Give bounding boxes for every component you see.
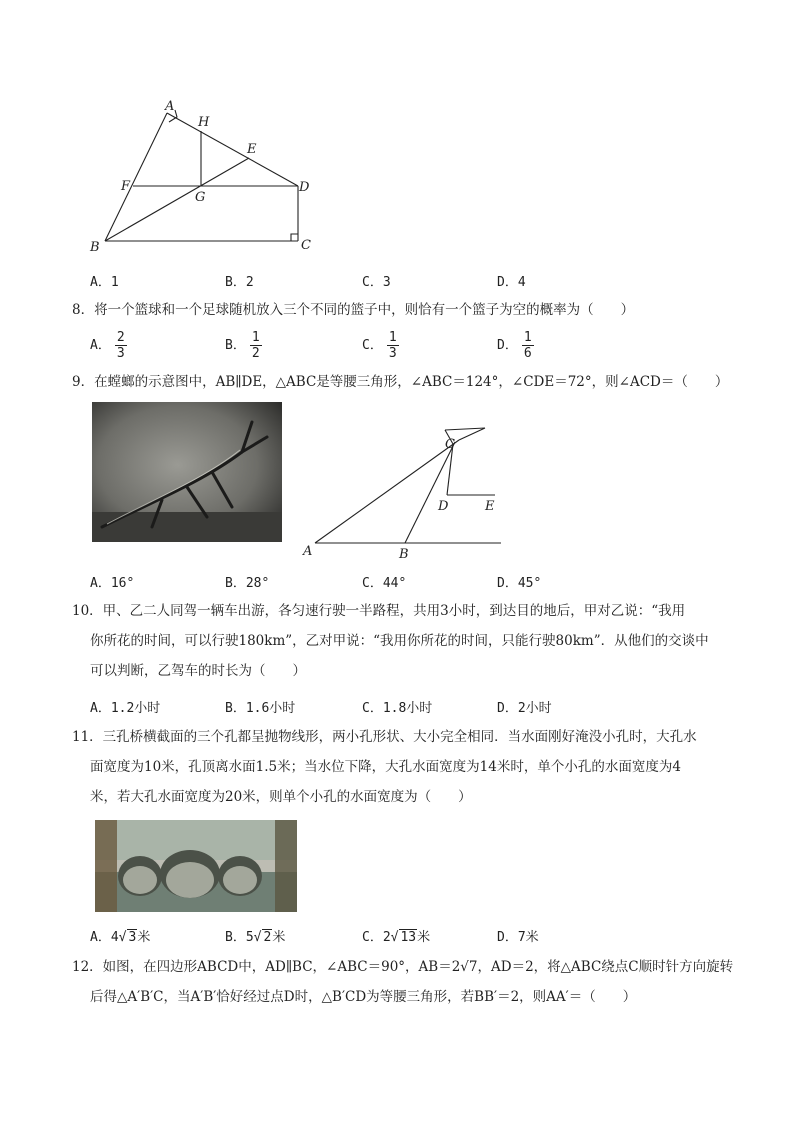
q11-option-c: C．2√ 13米 — [362, 930, 431, 945]
q7-label-g: G — [195, 190, 206, 205]
q7-label-f: F — [121, 179, 131, 194]
q11-line-3: 米，若大孔水面宽度为20米，则单个小孔的水面宽度为（ ） — [90, 789, 472, 805]
mantis-photo — [92, 402, 282, 542]
q10-line-1: 10．甲、乙二人同驾一辆车出游，各匀速行驶一半路程，共用3小时，到达目的地后，甲对乙说：“我用 — [72, 603, 686, 619]
q9-label-e: E — [485, 499, 495, 514]
q9-option-a: A．16° — [90, 576, 135, 591]
q12-line-1: 12．如图，在四边形ABCD中，AD∥BC，∠ABC＝90°，AB＝2√7，AD＝2，将△ABC绕点C顺时针方向旋转 — [72, 959, 734, 975]
q9-option-d: D．45° — [497, 576, 542, 591]
q8-option-b: B． $\frac{1}{2}$ — [225, 330, 260, 361]
q10-line-2: 你所花的时间，可以行驶180km”，乙对甲说：“我用你所花的时间，只能行驶80km”．从他们的交谈中 — [90, 633, 709, 649]
q7-label-e: E — [247, 142, 257, 157]
q10-option-b: B．1.6小时 — [225, 701, 296, 716]
q7-option-c: C．3 — [362, 275, 391, 290]
q7-label-c: C — [301, 238, 311, 253]
q9-label-d: D — [438, 499, 449, 514]
q9-label-b: B — [399, 547, 409, 560]
q11-option-a: A．4√ 3米 — [90, 930, 151, 945]
q8-question: 8．将一个篮球和一个足球随机放入三个不同的篮子中，则恰有一个篮子为空的概率为（ ） — [72, 302, 635, 318]
bridge-photo — [95, 820, 297, 912]
q7-label-d: D — [299, 180, 310, 195]
q7-option-a: A．1 — [90, 275, 119, 290]
q7-option-d: D．4 — [497, 275, 526, 290]
q10-option-d: D．2小时 — [497, 701, 552, 716]
q7-label-a: A — [165, 99, 175, 114]
q11-option-d: D．7米 — [497, 930, 539, 945]
q12-line-2: 后得△A′B′C，当A′B′恰好经过点D时，△B′CD为等腰三角形，若BB′＝2，则AA′＝（ ） — [90, 989, 637, 1005]
q10-line-3: 可以判断，乙驾车的时长为（ ） — [90, 663, 306, 679]
q8-option-c: C． $\frac{1}{3}$ — [362, 330, 397, 361]
q9-option-c: C．44° — [362, 576, 407, 591]
q9-geometry-figure — [295, 420, 510, 560]
q10-option-c: C．1.8小时 — [362, 701, 433, 716]
q7-label-b: B — [90, 240, 100, 255]
q11-option-b: B．5√ 2米 — [225, 930, 286, 945]
q7-label-h: H — [198, 115, 210, 130]
q8-option-d: D． $\frac{1}{6}$ — [497, 330, 532, 361]
q7-geometry-figure — [85, 98, 325, 258]
q9-label-c: C — [445, 437, 455, 452]
q11-line-1: 11．三孔桥横截面的三个孔都呈抛物线形，两小孔形状、大小完全相同．当水面刚好淹没小孔时，大孔水 — [72, 729, 697, 745]
q7-option-b: B．2 — [225, 275, 254, 290]
q9-option-b: B．28° — [225, 576, 270, 591]
q9-label-a: A — [303, 544, 313, 559]
q9-question: 9．在螳螂的示意图中，AB∥DE，△ABC是等腰三角形，∠ABC＝124°，∠CDE＝72°，则∠ACD＝（ ） — [72, 374, 729, 390]
q8-option-a: A． $\frac{2}{3}$ — [90, 330, 125, 361]
q10-option-a: A．1.2小时 — [90, 701, 161, 716]
q11-line-2: 面宽度为10米，孔顶离水面1.5米；当水位下降，大孔水面宽度为14米时，单个小孔的水面宽度为4 — [90, 759, 681, 775]
